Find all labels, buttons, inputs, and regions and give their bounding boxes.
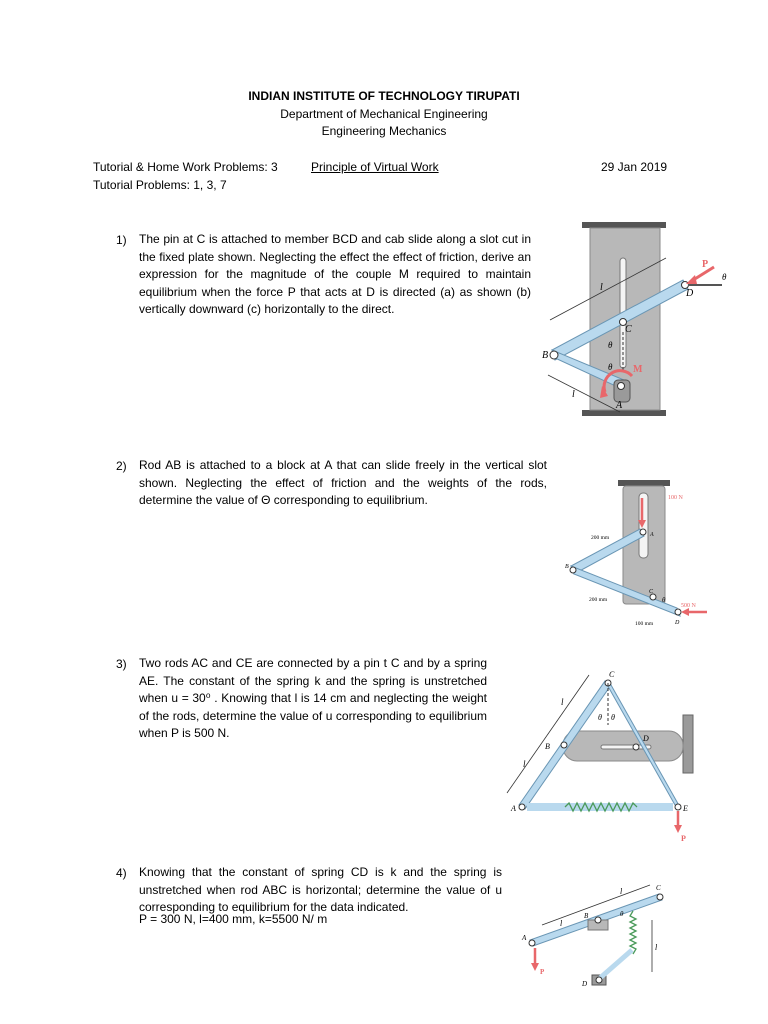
fig4-label-p: P [540,968,545,976]
problem-2-text: Rod AB is attached to a block at A that can slide freely in the vertical slot shown. Neglecting the effect of friction and the weights of the rods, determine the value of Θ corresponding to equilibrium. [139,458,547,507]
problem-3-number: 3) [116,657,127,671]
fig2-pin-b [570,567,576,573]
fig2-pin-d [675,609,681,615]
problem-4-data: P = 300 N, l=400 mm, k=5500 N/ m [139,912,328,926]
fig2-pin-a [640,529,646,535]
fig3-label-p: P [681,834,686,843]
fig4-spring [630,911,636,954]
problem-4-text: Knowing that the constant of spring CD is k and the spring is unstretched when rod ABC is horizontal; determine the value of u corresponding to equilibrium for the data indicated. [139,865,502,914]
fig3-label-theta-1: θ [598,713,602,722]
fig3-force-p-head [674,825,682,833]
fig3-pin-a [519,804,525,810]
fig2-top-wall [618,480,670,486]
fig4-label-d: D [582,980,588,988]
course-title: Engineering Mechanics [321,124,447,138]
fig1-top-wall [582,222,666,228]
figure-2 [565,478,715,633]
fig4-pin-a [529,940,535,946]
department-title: Department of Mechanical Engineering [280,107,488,121]
fig3-label-c: C [609,670,615,679]
fig1-label-theta-3: θ [722,272,727,282]
fig2-force-500-head [681,608,689,616]
fig1-bottom-wall [582,410,666,416]
topic-title: Principle of Virtual Work [311,160,439,174]
fig3-label-l-upper: l [561,697,564,707]
fig4-label-b: B [584,912,589,920]
fig2-label-b: B [565,564,569,570]
fig1-label-l-upper: l [600,282,603,293]
fig1-label-a: A [616,400,623,411]
fig1-pin-a [618,383,625,390]
fig3-label-d: D [643,734,649,743]
institute-title: INDIAN INSTITUTE OF TECHNOLOGY TIRUPATI [248,89,520,103]
fig1-label-b: B [542,350,549,361]
fig1-label-d: D [686,288,694,299]
figure-1 [530,220,730,430]
tutorial-label: Tutorial & Home Work Problems: 3 [93,160,278,174]
fig4-label-l-2: l [620,887,623,896]
fig3-label-l-lower: l [523,759,526,769]
fig3-pin-d [633,744,639,750]
fig4-label-l-3: l [655,943,658,952]
problem-1-text: The pin at C is attached to member BCD and cab slide along a slot cut in the fixed plate shown. Neglecting the effect the effect of friction, derive an expression for the magnitude of the couple M required to maintain equilibrium when the force P that acts at D is directed (a) as shown (b) vertically downward (c) horizontally to the direct. [139,232,531,316]
date: 29 Jan 2019 [601,160,668,174]
fig2-label-200mm-a: 200 mm [591,535,610,541]
fig3-wall [683,715,693,773]
fig2-label-200mm-b: 200 mm [589,597,608,603]
fig4-pin-c [657,894,663,900]
fig4-label-a: A [522,934,527,942]
fig2-label-d: D [675,620,680,626]
fig2-label-c: C [649,589,654,595]
fig4-label-c: C [656,884,661,892]
fig3-label-a: A [511,804,516,813]
problem-4-number: 4) [116,866,127,880]
fig1-label-theta-1: θ [608,340,613,350]
fig3-label-b: B [545,742,550,751]
fig4-link [600,950,632,978]
fig2-label-100mm: 100 mm [635,621,654,627]
fig2-slot [639,493,648,558]
fig2-label-a: A [650,532,654,538]
fig1-force-arrowhead [686,275,697,284]
fig3-label-e: E [683,804,688,813]
fig2-label-theta: θ [662,596,666,604]
fig4-label-theta: θ [620,910,624,918]
fig3-pin-b [561,742,567,748]
fig4-force-p-head [531,963,539,971]
fig4-pin-b [595,917,601,923]
fig2-label-500n: 500 N [681,603,696,609]
figure-3 [505,665,715,845]
problem-3-text: Two rods AC and CE are connected by a pin t C and by a spring AE. The constant of the spring k and the spring is unstretched when u = 30⁰ . Knowing that l is 14 cm and neglecting the weight of the rods, determine the value of u corresponding to equilibrium when P is 500 N. [139,656,487,740]
fig1-label-l-lower: l [572,389,575,400]
fig1-label-theta-2: θ [608,362,613,372]
fig1-label-p: P [702,259,709,270]
fig2-label-100n: 100 N [668,495,683,501]
problem-2-number: 2) [116,459,127,473]
tutorial-problems: Tutorial Problems: 1, 3, 7 [93,178,227,192]
fig4-label-l-1: l [560,919,563,928]
fig3-pin-e [675,804,681,810]
problem-1-number: 1) [116,233,127,247]
figure-4 [520,880,670,990]
fig4-pin-d [596,977,602,983]
fig3-label-theta-2: θ [611,713,615,722]
fig1-pin-b [550,351,558,359]
fig1-label-c: C [625,324,632,335]
fig1-label-m: M [633,364,643,375]
